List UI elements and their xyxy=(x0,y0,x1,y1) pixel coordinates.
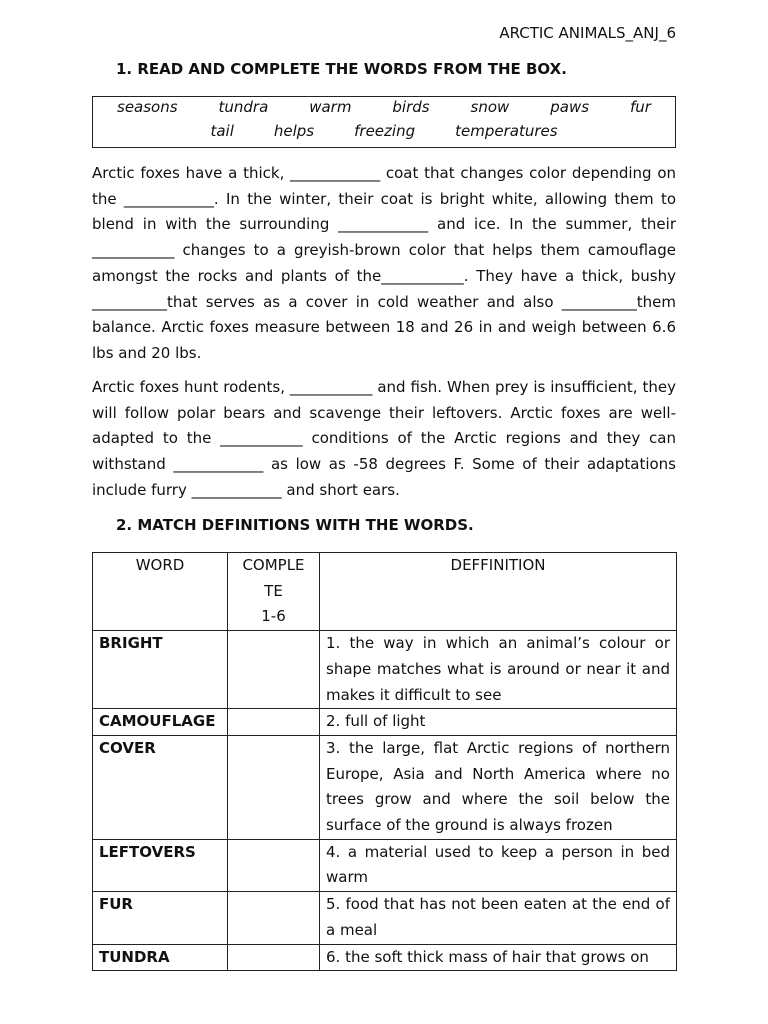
row-word: COVER xyxy=(93,735,228,839)
header-complete xyxy=(228,553,320,631)
paragraph-line: they will follow polar bears and scavenge their leftovers. Arctic foxes are xyxy=(92,378,676,422)
paragraph-line: Arctic foxes have a thick, ____________ coat that changes color depending xyxy=(92,164,652,182)
table-row xyxy=(93,735,677,839)
paragraph-line: adaptations include furry ____________ and short ears. xyxy=(92,455,676,499)
paragraph-line: to blend in with the surrounding ____________ and ice. In the summer, their xyxy=(92,189,676,234)
section-2-title: 2. MATCH DEFINITIONS WITH THE WORDS. xyxy=(116,516,474,534)
table-row xyxy=(93,892,677,944)
paragraph-line: 6.6 lbs and 20 lbs. xyxy=(92,318,676,362)
paragraph-line: Arctic foxes hunt rodents, ___________ and fish. When prey is insufficient, xyxy=(92,378,638,396)
section-1-title: 1. READ AND COMPLETE THE WORDS FROM THE BOX. xyxy=(116,60,567,78)
word-box xyxy=(92,96,676,148)
row-definition: 2. full of light xyxy=(320,709,677,736)
box-word: seasons xyxy=(117,98,178,116)
table-row xyxy=(93,709,677,736)
header-definition: DEFFINITION xyxy=(320,553,677,631)
row-word: BRIGHT xyxy=(93,631,228,709)
table-row xyxy=(93,839,677,891)
paragraph-line: balance. Arctic foxes measure between 18 and 26 in and weigh between xyxy=(92,318,647,337)
document-code: ARCTIC ANIMALS_ANJ_6 xyxy=(499,24,676,42)
paragraph-line: well-adapted to the ___________ conditions of the Arctic regions and they xyxy=(92,403,676,448)
header-complete-line: 1-6 xyxy=(261,607,286,626)
box-word: snow xyxy=(470,98,510,116)
table-row xyxy=(93,944,677,971)
row-definition: 1. the way in which an animal’s colour or shape matches what is around or near it and makes it difficult to see xyxy=(320,631,677,709)
box-word: temperatures xyxy=(455,122,558,140)
row-answer-cell[interactable] xyxy=(228,735,320,839)
paragraph-line: can withstand ____________ as low as -58 degrees F. Some of their xyxy=(92,429,676,474)
box-word: tail xyxy=(210,122,234,140)
table-header-row xyxy=(93,553,677,631)
box-word: warm xyxy=(309,98,352,116)
paragraph-line: on the ____________. In the winter, their coat is bright white, allowing them xyxy=(92,164,676,208)
box-word: freezing xyxy=(354,122,416,140)
row-definition: 6. the soft thick mass of hair that grows on xyxy=(320,944,677,971)
box-word: paws xyxy=(550,98,590,116)
header-complete-line: TE xyxy=(264,581,283,600)
row-answer-cell[interactable] xyxy=(228,892,320,944)
row-word: FUR xyxy=(93,892,228,944)
row-answer-cell[interactable] xyxy=(228,839,320,891)
header-word: WORD xyxy=(93,553,228,631)
word-box-row-1 xyxy=(93,97,675,121)
word-box-row-2 xyxy=(93,121,675,145)
row-word: LEFTOVERS xyxy=(93,839,228,891)
table-row xyxy=(93,631,677,709)
paragraph-line: amongst the rocks and plants of the___________. They have a thick, bushy xyxy=(92,266,676,285)
paragraph-1 xyxy=(92,161,676,367)
paragraph-line: ___________ changes to a greyish-brown color that helps them camouflage xyxy=(92,241,676,260)
row-word: CAMOUFLAGE xyxy=(93,709,228,736)
matching-table xyxy=(92,552,677,971)
box-word: birds xyxy=(392,98,430,116)
row-answer-cell[interactable] xyxy=(228,631,320,709)
box-word: fur xyxy=(630,98,651,116)
header-complete-line: COMPLE xyxy=(242,556,305,574)
row-definition: 3. the large, flat Arctic regions of northern Europe, Asia and North America where no trees grow and where the soil below the surface of the ground is always frozen xyxy=(320,735,677,839)
box-word: helps xyxy=(273,122,315,140)
row-definition: 5. food that has not been eaten at the end of a meal xyxy=(320,892,677,944)
box-word: tundra xyxy=(218,98,269,116)
paragraph-2 xyxy=(92,375,676,504)
row-definition: 4. a material used to keep a person in bed warm xyxy=(320,839,677,891)
paragraph-line: __________that serves as a cover in cold weather and also __________them xyxy=(92,292,676,311)
row-word: TUNDRA xyxy=(93,944,228,971)
row-answer-cell[interactable] xyxy=(228,709,320,736)
row-answer-cell[interactable] xyxy=(228,944,320,971)
